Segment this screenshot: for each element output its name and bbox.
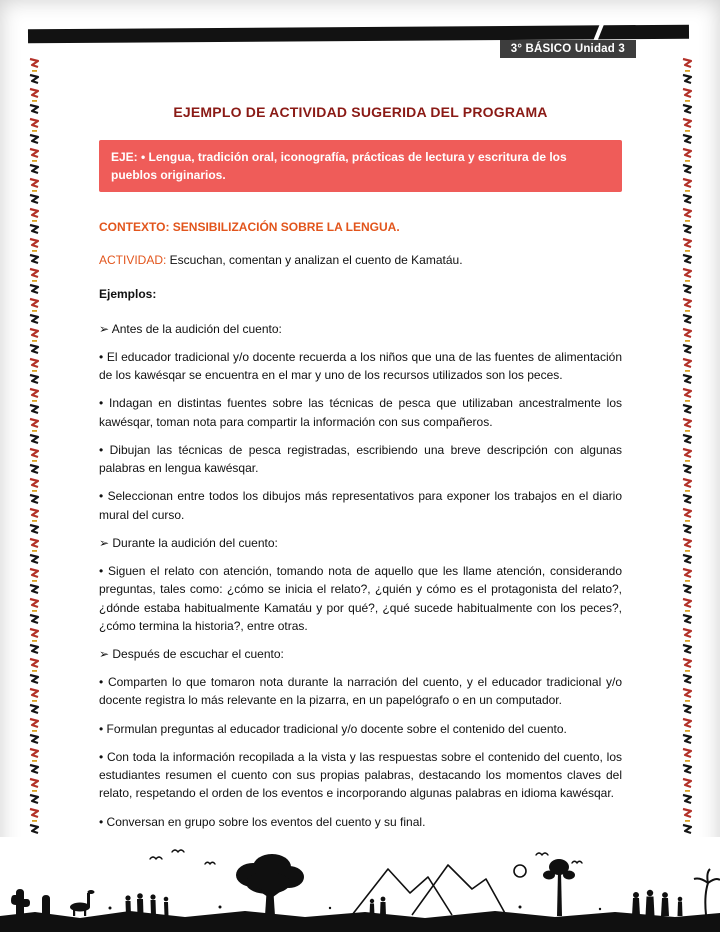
bullet-paragraph: • Seleccionan entre todos los dibujos más representativos para exponer los trabajos en el diario mural del curso. xyxy=(99,489,622,522)
actividad-label: ACTIVIDAD: xyxy=(99,253,167,268)
bullet-paragraph: • Dibujan las técnicas de pesca registradas, escribiendo una breve descripción con algunas palabras en lengua kawésqar. xyxy=(99,442,622,476)
page-title: EJEMPLO DE ACTIVIDAD SUGERIDA DEL PROGRAMA xyxy=(173,104,548,120)
bullet-paragraph: • Formulan preguntas al educador tradicional y/o docente sobre el contenido del cuento. xyxy=(99,721,567,736)
actividad-line xyxy=(99,251,622,269)
ejemplos-label: Ejemplos: xyxy=(99,287,157,302)
activity-body xyxy=(99,218,622,841)
section-durante xyxy=(99,534,622,635)
bullet-paragraph: • Siguen el relato con atención, tomando nota de aquello que les llame atención, considerando preguntas, tales como: ¿cómo se inicia el relato?, ¿quién y cómo es el protagonista del relato?, ¿dónde estaba habitualmente Kamatáu y por qué?, ¿qué sucede habitualmente con los peces?, ¿cómo termina la historia?, entre otras. xyxy=(99,564,622,633)
section-heading: ➢ Después de escuchar el cuento: xyxy=(99,646,284,661)
right-border-pattern xyxy=(681,56,693,844)
eje-banner: EJE: • Lengua, tradición oral, iconografía, prácticas de lectura y escritura de los pueblos originarios. xyxy=(99,140,622,192)
bullet-paragraph: • Comparten lo que tomaron nota durante la narración del cuento, y el educador tradicional y/o docente registra lo más relevante en la pizarra, en un papelógrafo o en un computador. xyxy=(99,675,622,708)
contexto-heading: CONTEXTO: SENSIBILIZACIÓN SOBRE LA LENGUA. xyxy=(99,220,400,234)
section-despues xyxy=(99,645,622,831)
left-border-pattern xyxy=(28,56,40,844)
footer-illustration xyxy=(0,837,720,932)
section-heading: ➢ Durante la audición del cuento: xyxy=(99,535,278,550)
unit-badge: 3° BÁSICO Unidad 3 xyxy=(500,40,636,58)
section-antes xyxy=(99,320,622,524)
section-heading: ➢ Antes de la audición del cuento: xyxy=(99,321,282,336)
actividad-text: Escuchan, comentan y analizan el cuento de Kamatáu. xyxy=(166,253,463,268)
bullet-paragraph: • Conversan en grupo sobre los eventos del cuento y su final. xyxy=(99,814,426,829)
bullet-paragraph: • Indagan en distintas fuentes sobre las técnicas de pesca que utilizaban ancestralmente los kawésqar, toman nota para compartir la información con sus compañeros. xyxy=(99,396,622,429)
bullet-paragraph: • El educador tradicional y/o docente recuerda a los niños que una de las fuentes de alimentación de los kawésqar se encuentra en el mar y uno de los recursos utilizados son los peces. xyxy=(99,349,622,383)
bullet-paragraph: • Con toda la información recopilada a la vista y las respuestas sobre el contenido del cuento, los estudiantes resumen el cuento con sus propias palabras, destacando los momentos claves del relato, respetando el orden de los eventos e incorporando algunas palabras en idioma kawésqar. xyxy=(99,749,622,801)
